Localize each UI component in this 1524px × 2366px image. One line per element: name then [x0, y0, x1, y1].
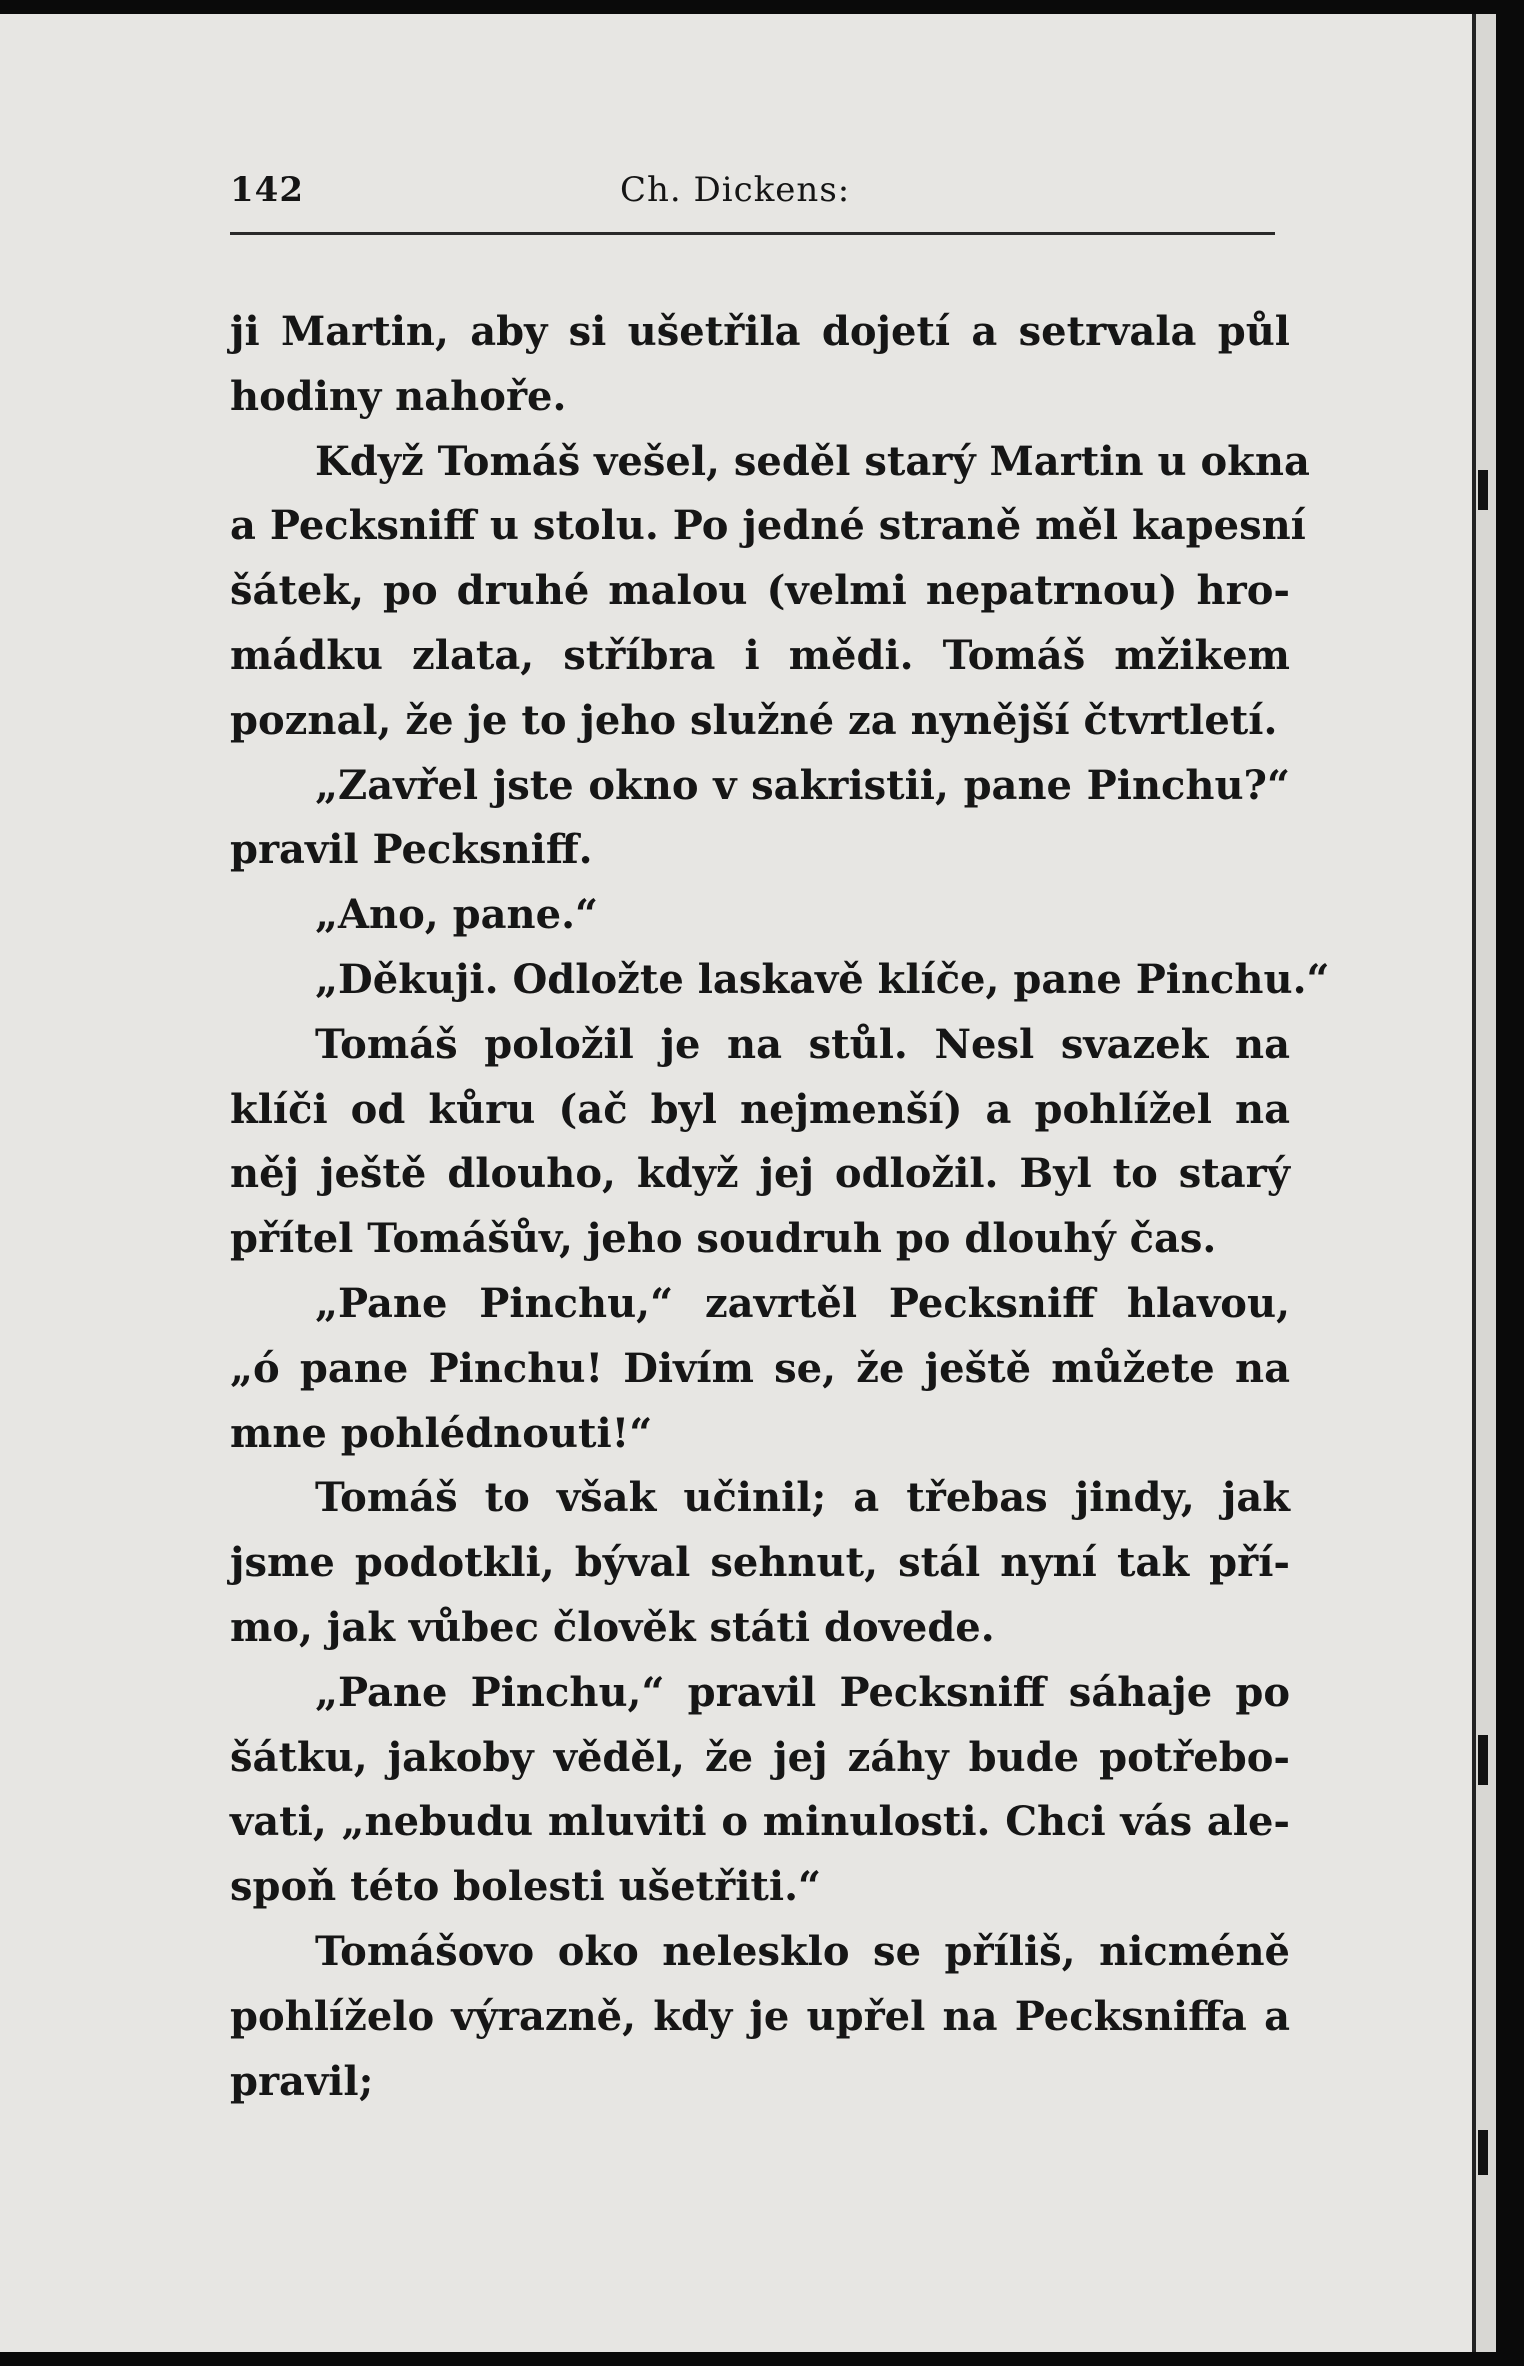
text-line: „Děkuji. Odložte laskavě klíče, pane Pinchu.“ — [315, 955, 1330, 1003]
text-line: „ó pane Pinchu! Divím se, že ještě můžete na — [230, 1344, 1290, 1392]
text-line: „Ano, pane.“ — [315, 891, 599, 939]
text-line: „Zavřel jste okno v sakristii, pane Pinchu?“ — [315, 761, 1290, 809]
text-line: poznal, že je to jeho služné za nynější čtvrtletí. — [230, 696, 1278, 744]
page-number: 142 — [230, 170, 304, 210]
text-line: Když Tomáš vešel, seděl starý Martin u okna — [315, 437, 1310, 485]
text-line: pohlíželo výrazně, kdy je upřel na Pecksniffa a — [230, 1992, 1290, 2040]
text-line: Tomáš to však učinil; a třebas jindy, jak — [315, 1474, 1290, 1522]
text-line: „Pane Pinchu,“ zavrtěl Pecksniff hlavou, — [315, 1279, 1290, 1327]
text-line: pravil; — [230, 2057, 374, 2105]
text-line: Tomášovo oko nelesklo se příliš, nicméně — [315, 1927, 1290, 1975]
text-line: spoň této bolesti ušetřiti.“ — [230, 1863, 821, 1911]
text-line: pravil Pecksniff. — [230, 826, 593, 874]
text-line: Tomáš položil je na stůl. Nesl svazek na — [315, 1020, 1290, 1068]
page-header — [230, 170, 1275, 220]
body-text — [230, 300, 1330, 2114]
text-line: a Pecksniff u stolu. Po jedné straně měl kapesní — [230, 502, 1306, 550]
text-line: klíči od kůru (ač byl nejmenší) a pohlížel na — [230, 1085, 1290, 1133]
text-line: šátek, po druhé malou (velmi nepatrnou) hro- — [230, 567, 1290, 615]
edge-mark — [1478, 470, 1488, 510]
text-line: „Pane Pinchu,“ pravil Pecksniff sáhaje po — [315, 1668, 1290, 1716]
text-line: hodiny nahoře. — [230, 372, 567, 420]
text-line: mo, jak vůbec člověk státi dovede. — [230, 1603, 995, 1651]
text-line: ji Martin, aby si ušetřila dojetí a setrvala půl — [230, 308, 1290, 355]
text-line: šátku, jakoby věděl, že jej záhy bude potřebo- — [230, 1733, 1290, 1781]
text-line: mne pohlédnouti!“ — [230, 1409, 653, 1457]
text-line: něj ještě dlouho, když jej odložil. Byl to starý — [230, 1150, 1290, 1198]
text-line: mádku zlata, stříbra i mědi. Tomáš mžikem — [230, 631, 1290, 679]
page-edge-strip — [1472, 14, 1496, 2352]
edge-mark — [1478, 2130, 1488, 2175]
text-line: jsme podotkli, býval sehnut, stál nyní tak pří- — [230, 1539, 1290, 1587]
running-title: Ch. Dickens: — [620, 170, 851, 210]
text-line: přítel Tomášův, jeho soudruh po dlouhý čas. — [230, 1215, 1217, 1263]
edge-mark — [1478, 1735, 1488, 1785]
text-line: vati, „nebudu mluviti o minulosti. Chci vás ale- — [230, 1798, 1290, 1846]
header-rule — [230, 232, 1275, 235]
